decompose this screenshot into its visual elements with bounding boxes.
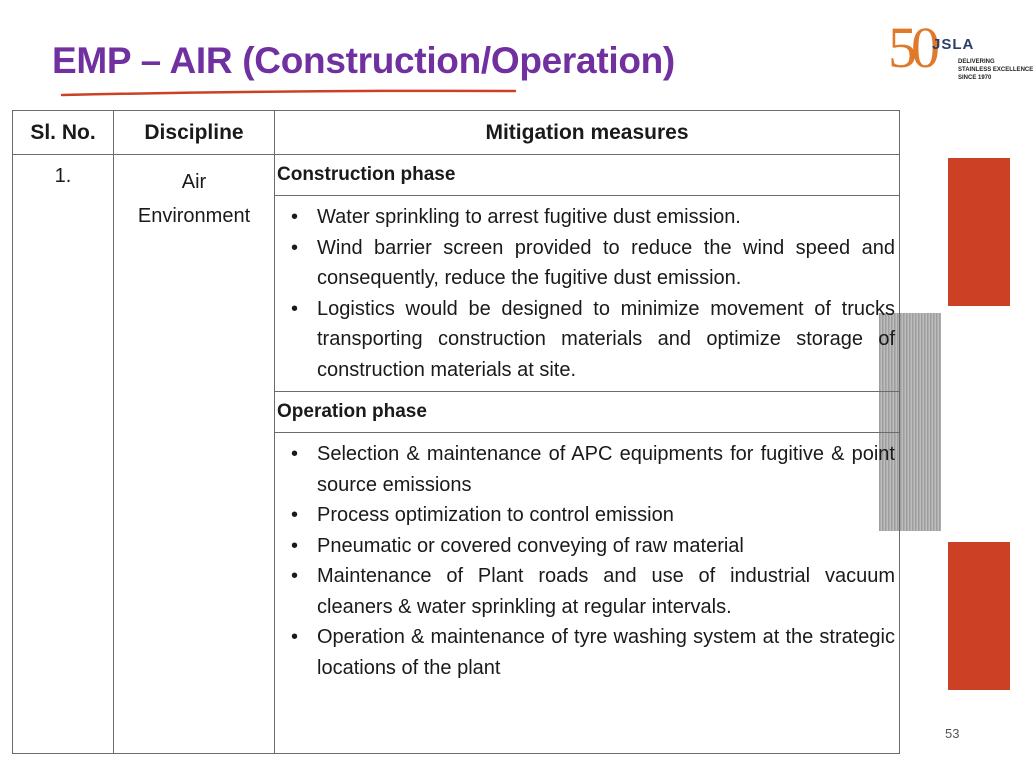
slide-number: 53 <box>945 726 960 741</box>
list-item: • Pneumatic or covered conveying of raw material <box>317 531 895 562</box>
construction-measures <box>275 196 900 392</box>
construction-phase-label: Construction phase <box>275 155 900 196</box>
mitigation-table <box>12 110 900 754</box>
discipline-line: Air <box>181 171 207 193</box>
header-discipline: Discipline <box>114 111 275 155</box>
logo-tagline-line: DELIVERING <box>958 59 995 65</box>
discipline-line: Environment <box>137 205 251 227</box>
header-sl-no: Sl. No. <box>13 111 114 155</box>
logo-tagline-line: STAINLESS EXCELLENCE <box>958 67 1033 73</box>
table-row <box>13 155 900 196</box>
company-logo <box>888 15 1033 84</box>
operation-measures-list <box>275 439 895 683</box>
logo-tagline <box>958 58 1033 82</box>
logo-brand: JSLA <box>932 36 975 53</box>
decorative-red-block-top <box>948 158 1010 306</box>
cell-serial-number: 1. <box>13 155 114 754</box>
decorative-red-block-bottom <box>948 542 1010 690</box>
list-item: • Process optimization to control emission <box>317 500 895 531</box>
list-item: • Operation & maintenance of tyre washing system at the strategic locations of the plant <box>317 622 895 683</box>
table-header-row <box>13 111 900 155</box>
logo-anniversary-mark: 50 <box>888 15 934 80</box>
operation-measures <box>275 433 900 754</box>
cell-discipline <box>114 155 275 754</box>
operation-phase-label: Operation phase <box>275 392 900 433</box>
list-item: • Water sprinkling to arrest fugitive dust emission. <box>317 202 895 233</box>
title-underline <box>60 88 520 98</box>
header-mitigation-measures: Mitigation measures <box>275 111 900 155</box>
slide-title: EMP – AIR (Construction/Operation) <box>52 40 675 81</box>
list-item: • Wind barrier screen provided to reduce the wind speed and consequently, reduce the fugitive dust emission. <box>317 233 895 294</box>
list-item: • Maintenance of Plant roads and use of industrial vacuum cleaners & water sprinkling at regular intervals. <box>317 561 895 622</box>
construction-measures-list <box>275 202 895 385</box>
list-item: • Logistics would be designed to minimize movement of trucks transporting construction materials and optimize storage of construction materials at site. <box>317 294 895 386</box>
list-item: • Selection & maintenance of APC equipments for fugitive & point source emissions <box>317 439 895 500</box>
logo-tagline-line: SINCE 1970 <box>958 75 992 81</box>
